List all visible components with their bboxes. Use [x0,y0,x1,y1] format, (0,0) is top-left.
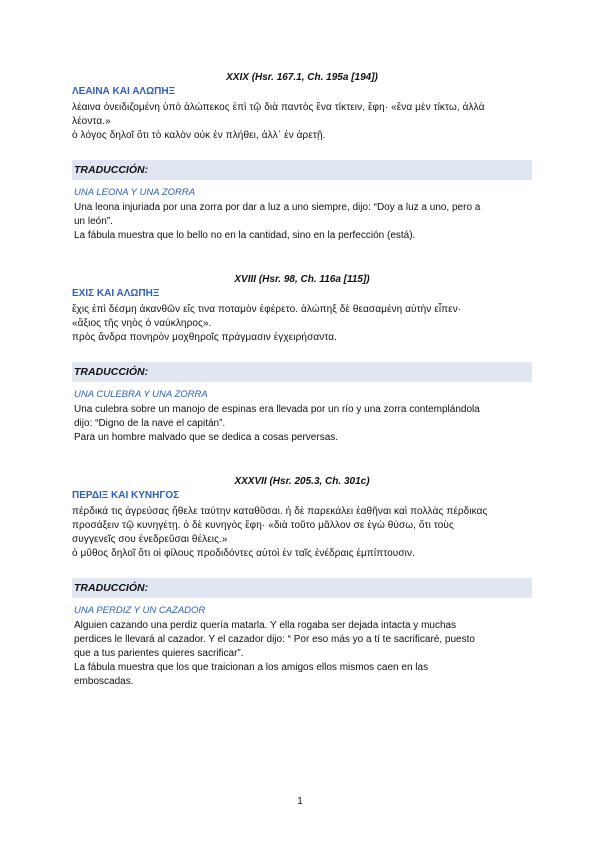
fable-2-translation [72,362,532,445]
translation-title: UNA PERDIZ Y UN CAZADOR [74,605,206,616]
translation-line: Una culebra sobre un manojo de espinas era llevada por un río y una zorra contemplándola [74,404,480,415]
translation-heading: TRADUCCIÓN: [72,578,532,598]
greek-title: ΛΕΑΙΝΑ ΚΑΙ ΑΛΩΠΗΞ [72,86,175,97]
translation-line: perdices le llevará al cazador. Y el cazador dijo: “ Por eso más yo a tí te sacrificaré, puesto [74,634,475,645]
translation-heading: TRADUCCIÓN: [72,160,532,180]
fable-2-greek [72,274,532,345]
greek-line: ὁ μῦθος δηλοῖ ὅτι οἱ φίλους προδιδόντες αὐτοὶ ἐν ταῖς ἐνέδραις ἐμπίπτουσιν. [72,548,415,559]
greek-line: «ἄξιος τῆς νηὸς ὁ ναύκληρος». [72,318,212,329]
greek-title: ΕΧΙΣ ΚΑΙ ΑΛΩΠΗΞ [72,288,160,299]
greek-line: συγγενεῖς σου ἐνεδρεῦσαι θέλεις.» [72,534,228,545]
translation-title: UNA LEONA Y UNA ZORRA [74,187,196,198]
greek-line: λέαινα ὀνειδιζομένη ὑπὸ ἀλώπεκος ἐπὶ τῷ διὰ παντὸς ἕνα τίκτειν, ἔφη· «ἕνα μὲν τίκτω, ἀλλὰ [72,102,485,113]
greek-line: ὁ λόγος δηλοῖ ὅτι τὸ καλὸν οὐκ ἐν πλήθει, ἀλλ᾽ ἐν ἀρετῇ. [72,130,326,141]
page-number: 1 [297,796,303,807]
translation-line: La fábula muestra que los que traicionan a los amigos ellos mismos caen en las [74,662,429,673]
fable-1-greek [72,72,532,143]
greek-title: ΠΕΡΔΙΞ ΚΑΙ ΚΥΝΗΓΟΣ [72,490,180,501]
fable-3-translation [72,578,532,689]
translation-line: que a tus parientes quieres sacrificar”. [74,648,244,659]
fable-1-translation [72,160,532,243]
fable-header: XXXVII (Hsr. 205.3, Ch. 301c) [234,476,370,487]
translation-line: Para un hombre malvado que se dedica a cosas perversas. [74,432,339,443]
translation-line: dijo: “Digno de la nave el capitán”. [74,418,226,429]
greek-line: πρὸς ἄνδρα πονηρὸν μοχθηροῖς πράγμασιν ἐγχειρήσαντα. [72,332,337,343]
fable-header: XVIII (Hsr. 98, Ch. 116a [115]) [234,274,370,285]
translation-title: UNA CULEBRA Y UNA ZORRA [74,389,208,400]
greek-line: λέοντα.» [72,116,111,127]
translation-line: Alguien cazando una perdiz quería matarla. Y ella rogaba ser dejada intacta y muchas [74,620,457,631]
translation-heading: TRADUCCIÓN: [72,362,532,382]
greek-line: πέρδικά τις ἀγρεύσας ἤθελε ταύτην καταθῦσαι. ἡ δὲ παρεκάλει ἐαθῆναι καὶ πολλὰς πέρδικας [72,506,488,517]
greek-line: προσάξειν τῷ κυνηγέτῃ. ὁ δὲ κυνηγὸς ἔφη· «διὰ τοῦτο μᾶλλον σε ἐγὼ θύσω, ὅτι τοὺς [72,520,454,531]
translation-line: Una leona injuriada por una zorra por dar a luz a uno siempre, dijo: “Doy a luz a uno, pero a [74,202,481,213]
greek-line: ἔχις ἐπὶ δέσμη ἀκανθῶν εἴς τινα ποταμὸν ἐφέρετο. ἀλώπηξ δὲ θεασαμένη αὐτὴν εἶπεν· [72,304,462,315]
translation-line: emboscadas. [74,676,134,687]
fable-header: XXIX (Hsr. 167.1, Ch. 195a [194]) [226,72,378,83]
translation-line: un león”. [74,216,113,227]
translation-line: La fábula muestra que lo bello no en la cantidad, sino en la perfección (está). [74,230,416,241]
fable-3-greek [72,476,532,561]
